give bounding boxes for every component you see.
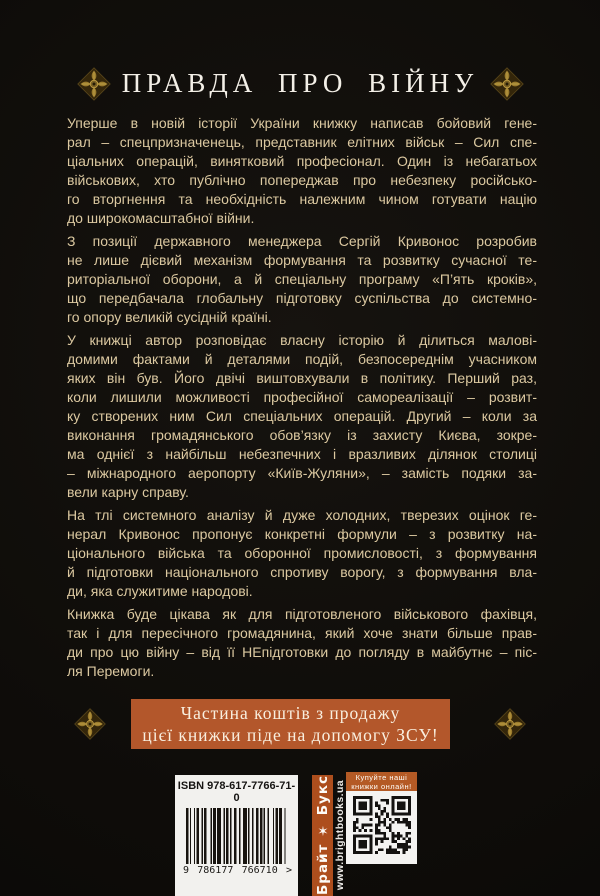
description-line: На тлі системного аналізу й дуже холодних, тверезих оцінок ге-	[67, 507, 537, 523]
book-title: ПРАВДА ПРО ВІЙНУ	[121, 67, 479, 98]
isbn-panel	[175, 775, 298, 896]
qr-caption-line: книжки онлайн!	[351, 781, 412, 791]
qr-code	[353, 796, 411, 854]
barcode-digits	[175, 864, 298, 876]
publisher-name: Брайт ✶ Букс	[314, 775, 331, 896]
book-description	[67, 114, 537, 685]
description-line: ди про цю війну – від її НЕпідготовки до погляду в майбутнє – піс-	[67, 644, 537, 660]
diamond-ornament-icon	[493, 707, 527, 741]
description-line: до широкомасштабної війни.	[67, 210, 255, 226]
description-line: вели карну справу.	[67, 484, 189, 500]
donation-notice	[131, 699, 450, 749]
description-line: го вторгнення та необхідність належним чином готувати націю	[67, 191, 537, 207]
qr-caption	[346, 772, 417, 791]
barcode-digit-group: 9	[183, 865, 190, 876]
description-line: нерал Кривонос пропонує конкретні формули – з розвитку на-	[67, 526, 537, 542]
description-line: ку створених ним Сил спеціальних операцій. Другий – коли за	[67, 408, 537, 424]
ean-barcode	[186, 808, 287, 864]
description-paragraph	[67, 331, 537, 502]
description-line: ціальних операцій, винятковий професіонал. Один із небагатьох	[67, 153, 537, 169]
description-line: риторіальної оборони, а й спеціальну програму «П’ять кроків»,	[67, 271, 537, 287]
description-line: ма однієї з найбільш небезпечних і вразливих ділянок столиці	[67, 446, 537, 462]
website-url: www.brightbooks.ua	[334, 780, 346, 891]
publisher-name-strip	[312, 775, 333, 896]
qr-panel	[346, 772, 417, 864]
description-line: так і для пересічного громадянина, який хоче знати більше прав-	[67, 625, 537, 641]
donation-line: Частина коштів з продажу	[180, 703, 401, 723]
publisher-website	[333, 775, 347, 896]
donation-line: цієї книжки піде на допомогу ЗСУ!	[142, 725, 439, 745]
description-line: ціонального війська та оборонної промисловості, з формування	[67, 545, 537, 561]
description-line: військових, хто публічно попереджав про небезпеку російсько-	[67, 172, 537, 188]
description-line: У книжці автор розповідає власну історію й ділиться малові-	[67, 332, 537, 348]
barcode-digit-group: 786177	[197, 865, 234, 876]
description-line: ди, яка служитиме народові.	[67, 583, 253, 599]
isbn-number: ISBN 978-617-7766-71-0	[177, 780, 296, 804]
description-line: не лише дієвий механізм формування та розвитку сучасної те-	[67, 252, 537, 268]
diamond-ornament-icon	[73, 707, 107, 741]
description-paragraph	[67, 232, 537, 327]
description-line: Уперше в новій історії України книжку написав бойовий гене-	[67, 115, 537, 131]
description-line: рал – спецпризначенець, представник елітних військ – Сил спе-	[67, 134, 537, 150]
description-line: – міжнародного аеропорту «Київ-Жуляни», – замість подяки за-	[67, 465, 537, 481]
description-line: З позиції державного менеджера Сергій Кривонос розробив	[67, 233, 537, 249]
description-line: коли лишили можливості професійної самореалізації – розвит-	[67, 389, 537, 405]
description-line: го опору великій сусідній країні.	[67, 309, 272, 325]
barcode-digit-group: 766710	[241, 865, 278, 876]
description-line: домими фактами й деталями подій, безпосереднім учасником	[67, 351, 537, 367]
description-paragraph	[67, 506, 537, 601]
barcode-arrow: >	[285, 865, 292, 876]
qr-caption-line: Купуйте наші	[355, 773, 408, 782]
description-line: виконання громадянського обов’язку із захисту Києва, зокре-	[67, 427, 537, 443]
description-line: й підготовки національного спротиву ворогу, з формування вла-	[67, 564, 537, 580]
description-line: ля Перемоги.	[67, 663, 155, 679]
description-line: Книжка буде цікава як для підготовленого військового фахівця,	[67, 606, 537, 622]
description-paragraph	[67, 114, 537, 228]
description-paragraph	[67, 605, 537, 681]
description-line: що передбачала глобальну підготовку суспільства до системно-	[67, 290, 537, 306]
description-line: яких він був. Його двічі виштовхували в політику. Перший раз,	[67, 370, 537, 386]
